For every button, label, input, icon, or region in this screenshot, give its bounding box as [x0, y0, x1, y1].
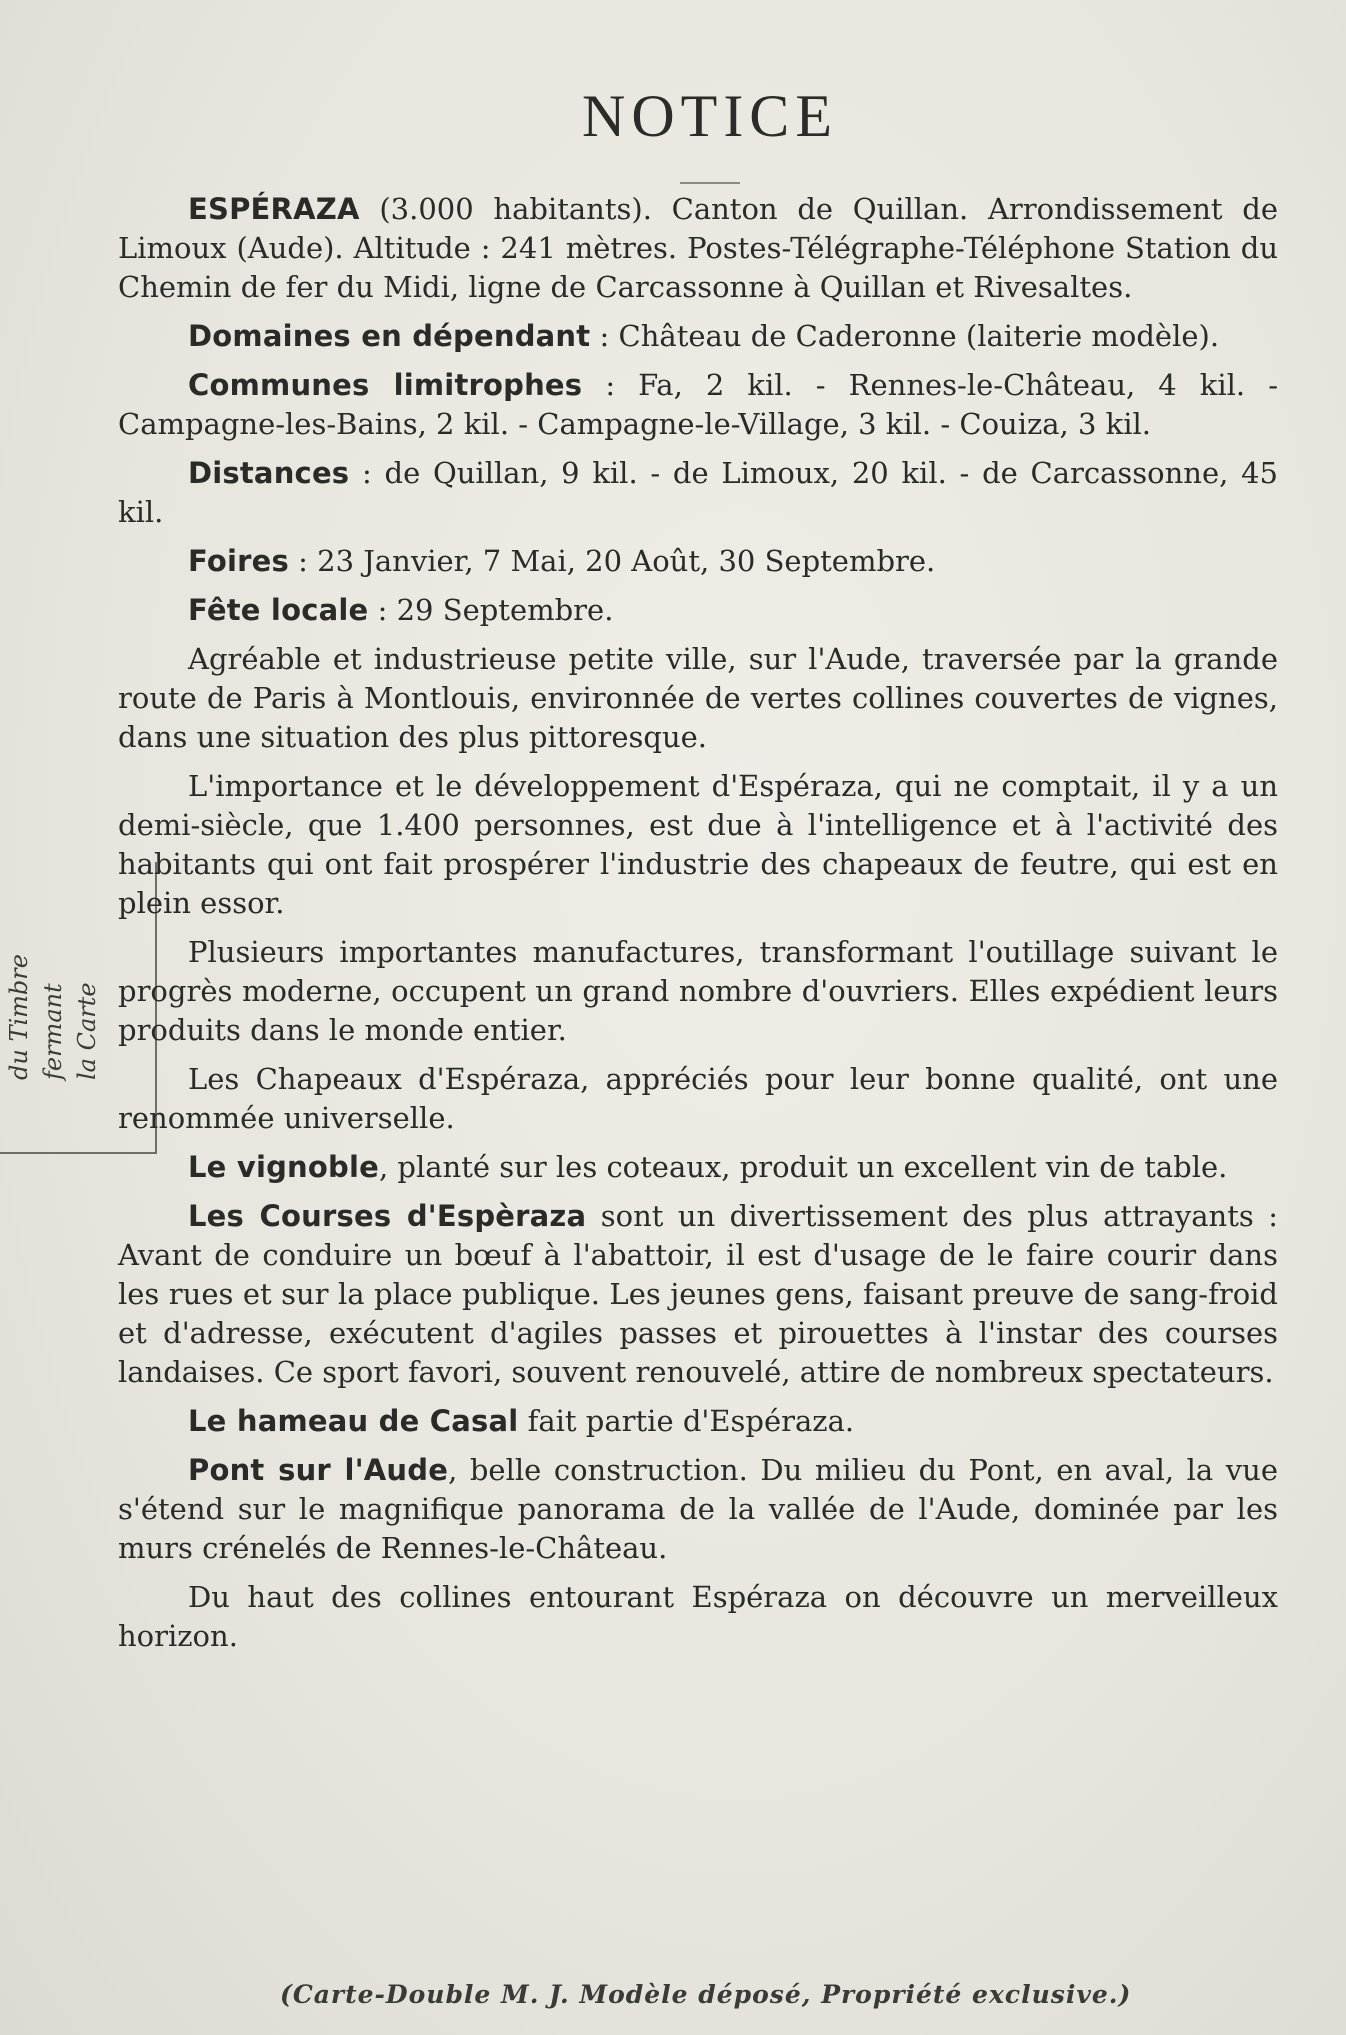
paragraph-vignoble — [118, 1148, 1278, 1187]
paragraph-courses — [118, 1197, 1278, 1392]
paragraph-label: Domaines en dépendant — [188, 319, 591, 353]
paragraph-manufactures: Plusieurs importantes manufactures, transformant l'outillage suivant le progrès moderne, occupent un grand nombre d'ouvriers. Elles expédient leurs produits dans le monde entier. — [118, 935, 1278, 1047]
paragraph-chapeaux: Les Chapeaux d'Espéraza, appréciés pour leur bonne qualité, ont une renommée universelle. — [118, 1062, 1278, 1135]
paragraph-text: : Château de Caderonne (laiterie modèle). — [590, 319, 1220, 353]
paragraph-label: Les Courses d'Espèraza — [188, 1199, 587, 1233]
paragraph-horizon: Du haut des collines entourant Espéraza on découvre un merveilleux horizon. — [118, 1580, 1278, 1653]
title-divider — [680, 182, 740, 184]
paragraph-label: Pont sur l'Aude — [188, 1453, 449, 1487]
footer-copyright: (Carte-Double M. J. Modèle déposé, Propriété exclusive.) — [280, 1980, 1132, 2009]
paragraph-label: Distances — [188, 456, 350, 490]
notice-body — [118, 190, 1278, 1666]
paragraph-casal — [118, 1402, 1278, 1441]
stamp-note-line: fermant — [39, 983, 67, 1080]
paragraph-text: , belle construction. Du milieu du Pont, en aval, la vue s'étend sur le magnifique panorama de la vallée de l'Aude, dominée par les murs crénelés de Rennes-le-Château. — [118, 1453, 1278, 1565]
paragraph-text: : de Quillan, 9 kil. - de Limoux, 20 kil. - de Carcassonne, 45 kil. — [118, 456, 1278, 529]
paragraph-text: (3.000 habitants). Canton de Quillan. Arrondissement de Limoux (Aude). Altitude : 241 mètres. Postes-Télégraphe-Téléphone Station du Chemin de fer du Midi, ligne de Carcassonne à Quillan et Rivesaltes. — [118, 192, 1278, 304]
paragraph-text: : 29 Septembre. — [368, 593, 614, 627]
paragraph-domaines — [118, 317, 1278, 356]
paragraph-text: : 23 Janvier, 7 Mai, 20 Août, 30 Septembre. — [288, 544, 936, 578]
paragraph-communes — [118, 366, 1278, 444]
paragraph-label: ESPÉRAZA — [188, 192, 360, 226]
paragraph-text: : Fa, 2 kil. - Rennes-le-Château, 4 kil. - Campagne-les-Bains, 2 kil. - Campagne-le-Village, 3 kil. - Couiza, 3 kil. — [118, 368, 1278, 441]
stamp-note-line: du Timbre — [5, 954, 33, 1080]
paragraph-label: Foires — [188, 544, 289, 578]
paragraph-fete — [118, 591, 1278, 630]
paragraph-text: , planté sur les coteaux, produit un excellent vin de table. — [378, 1150, 1228, 1184]
paragraph-label: Le vignoble — [188, 1150, 379, 1184]
paragraph-label: Le hameau de Casal — [188, 1404, 519, 1438]
paragraph-importance: L'importance et le développement d'Espéraza, qui ne comptait, il y a un demi-siècle, que 1.400 personnes, est due à l'intelligence et à l'activité des habitants qui ont fait prospérer l'industrie des chapeaux de feutre, qui est en plein essor. — [118, 769, 1278, 920]
stamp-placement-note — [2, 820, 104, 1080]
paragraph-esperaza — [118, 190, 1278, 307]
paragraph-distances — [118, 454, 1278, 532]
paragraph-pont — [118, 1451, 1278, 1568]
paragraph-label: Communes limitrophes — [188, 368, 583, 402]
paragraph-description: Agréable et industrieuse petite ville, sur l'Aude, traversée par la grande route de Paris à Montlouis, environnée de vertes collines couvertes de vignes, dans une situation des plus pittoresque. — [118, 642, 1278, 754]
paragraph-foires — [118, 542, 1278, 581]
page-title: NOTICE — [582, 83, 838, 149]
paragraph-label: Fête locale — [188, 593, 369, 627]
paragraph-text: fait partie d'Espéraza. — [518, 1404, 855, 1438]
paragraph-text: sont un divertissement des plus attrayants : Avant de conduire un bœuf à l'abattoir, il est d'usage de le faire courir dans les rues et sur la place publique. Les jeunes gens, faisant preuve de sang-froid et d'adresse, exécutent d'agiles passes et pirouettes à l'instar des courses landaises. Ce sport favori, souvent renouvelé, attire de nombreux spectateurs. — [118, 1199, 1278, 1389]
stamp-note-line: la Carte — [73, 982, 101, 1080]
